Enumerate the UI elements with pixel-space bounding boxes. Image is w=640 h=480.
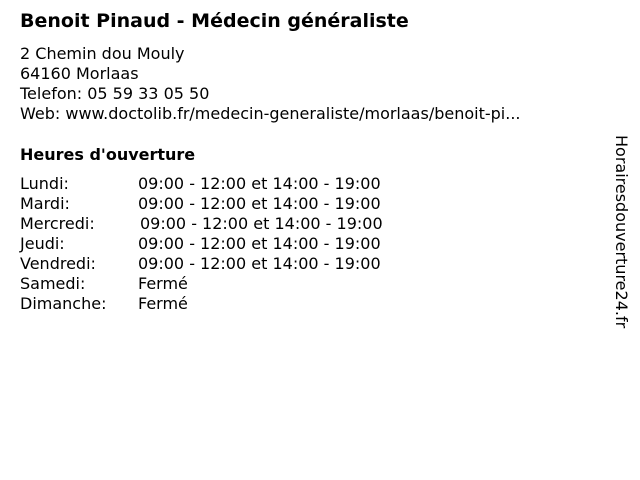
phone-label: Telefon:	[20, 84, 83, 103]
hours-row-tuesday	[20, 194, 383, 214]
day-hours: Fermé	[138, 274, 188, 293]
hours-heading: Heures d'ouverture	[20, 145, 196, 164]
day-label: Vendredi:	[20, 254, 96, 273]
phone-number[interactable]: 05 59 33 05 50	[87, 84, 210, 103]
address-city: 64160 Morlaas	[20, 64, 139, 83]
day-label: Samedi:	[20, 274, 86, 293]
day-label: Mardi:	[20, 194, 70, 213]
contact-block	[20, 44, 521, 124]
hours-row-saturday	[20, 274, 383, 294]
hours-row-friday	[20, 254, 383, 274]
hours-row-wednesday	[20, 214, 383, 234]
day-hours: 09:00 - 12:00 et 14:00 - 19:00	[138, 174, 381, 193]
web-label: Web:	[20, 104, 61, 123]
day-hours: 09:00 - 12:00 et 14:00 - 19:00	[138, 254, 381, 273]
web-link[interactable]: www.doctolib.fr/medecin-generaliste/morlaas/benoit-pi...	[65, 104, 521, 123]
phone-line	[20, 84, 521, 104]
hours-table	[20, 174, 383, 314]
address-street: 2 Chemin dou Mouly	[20, 44, 185, 63]
site-watermark: Horairesdouverture24.fr	[612, 135, 631, 329]
hours-row-thursday	[20, 234, 383, 254]
day-hours: 09:00 - 12:00 et 14:00 - 19:00	[138, 234, 381, 253]
day-hours: 09:00 - 12:00 et 14:00 - 19:00	[138, 194, 381, 213]
day-hours: Fermé	[138, 294, 188, 313]
hours-row-sunday	[20, 294, 383, 314]
day-label: Lundi:	[20, 174, 69, 193]
page-title: Benoit Pinaud - Médecin généraliste	[20, 10, 409, 32]
day-label: Jeudi:	[20, 234, 65, 253]
web-line	[20, 104, 521, 124]
day-label: Mercredi:	[20, 214, 95, 233]
day-hours: 09:00 - 12:00 et 14:00 - 19:00	[140, 214, 383, 233]
hours-row-monday	[20, 174, 383, 194]
day-label: Dimanche:	[20, 294, 107, 313]
